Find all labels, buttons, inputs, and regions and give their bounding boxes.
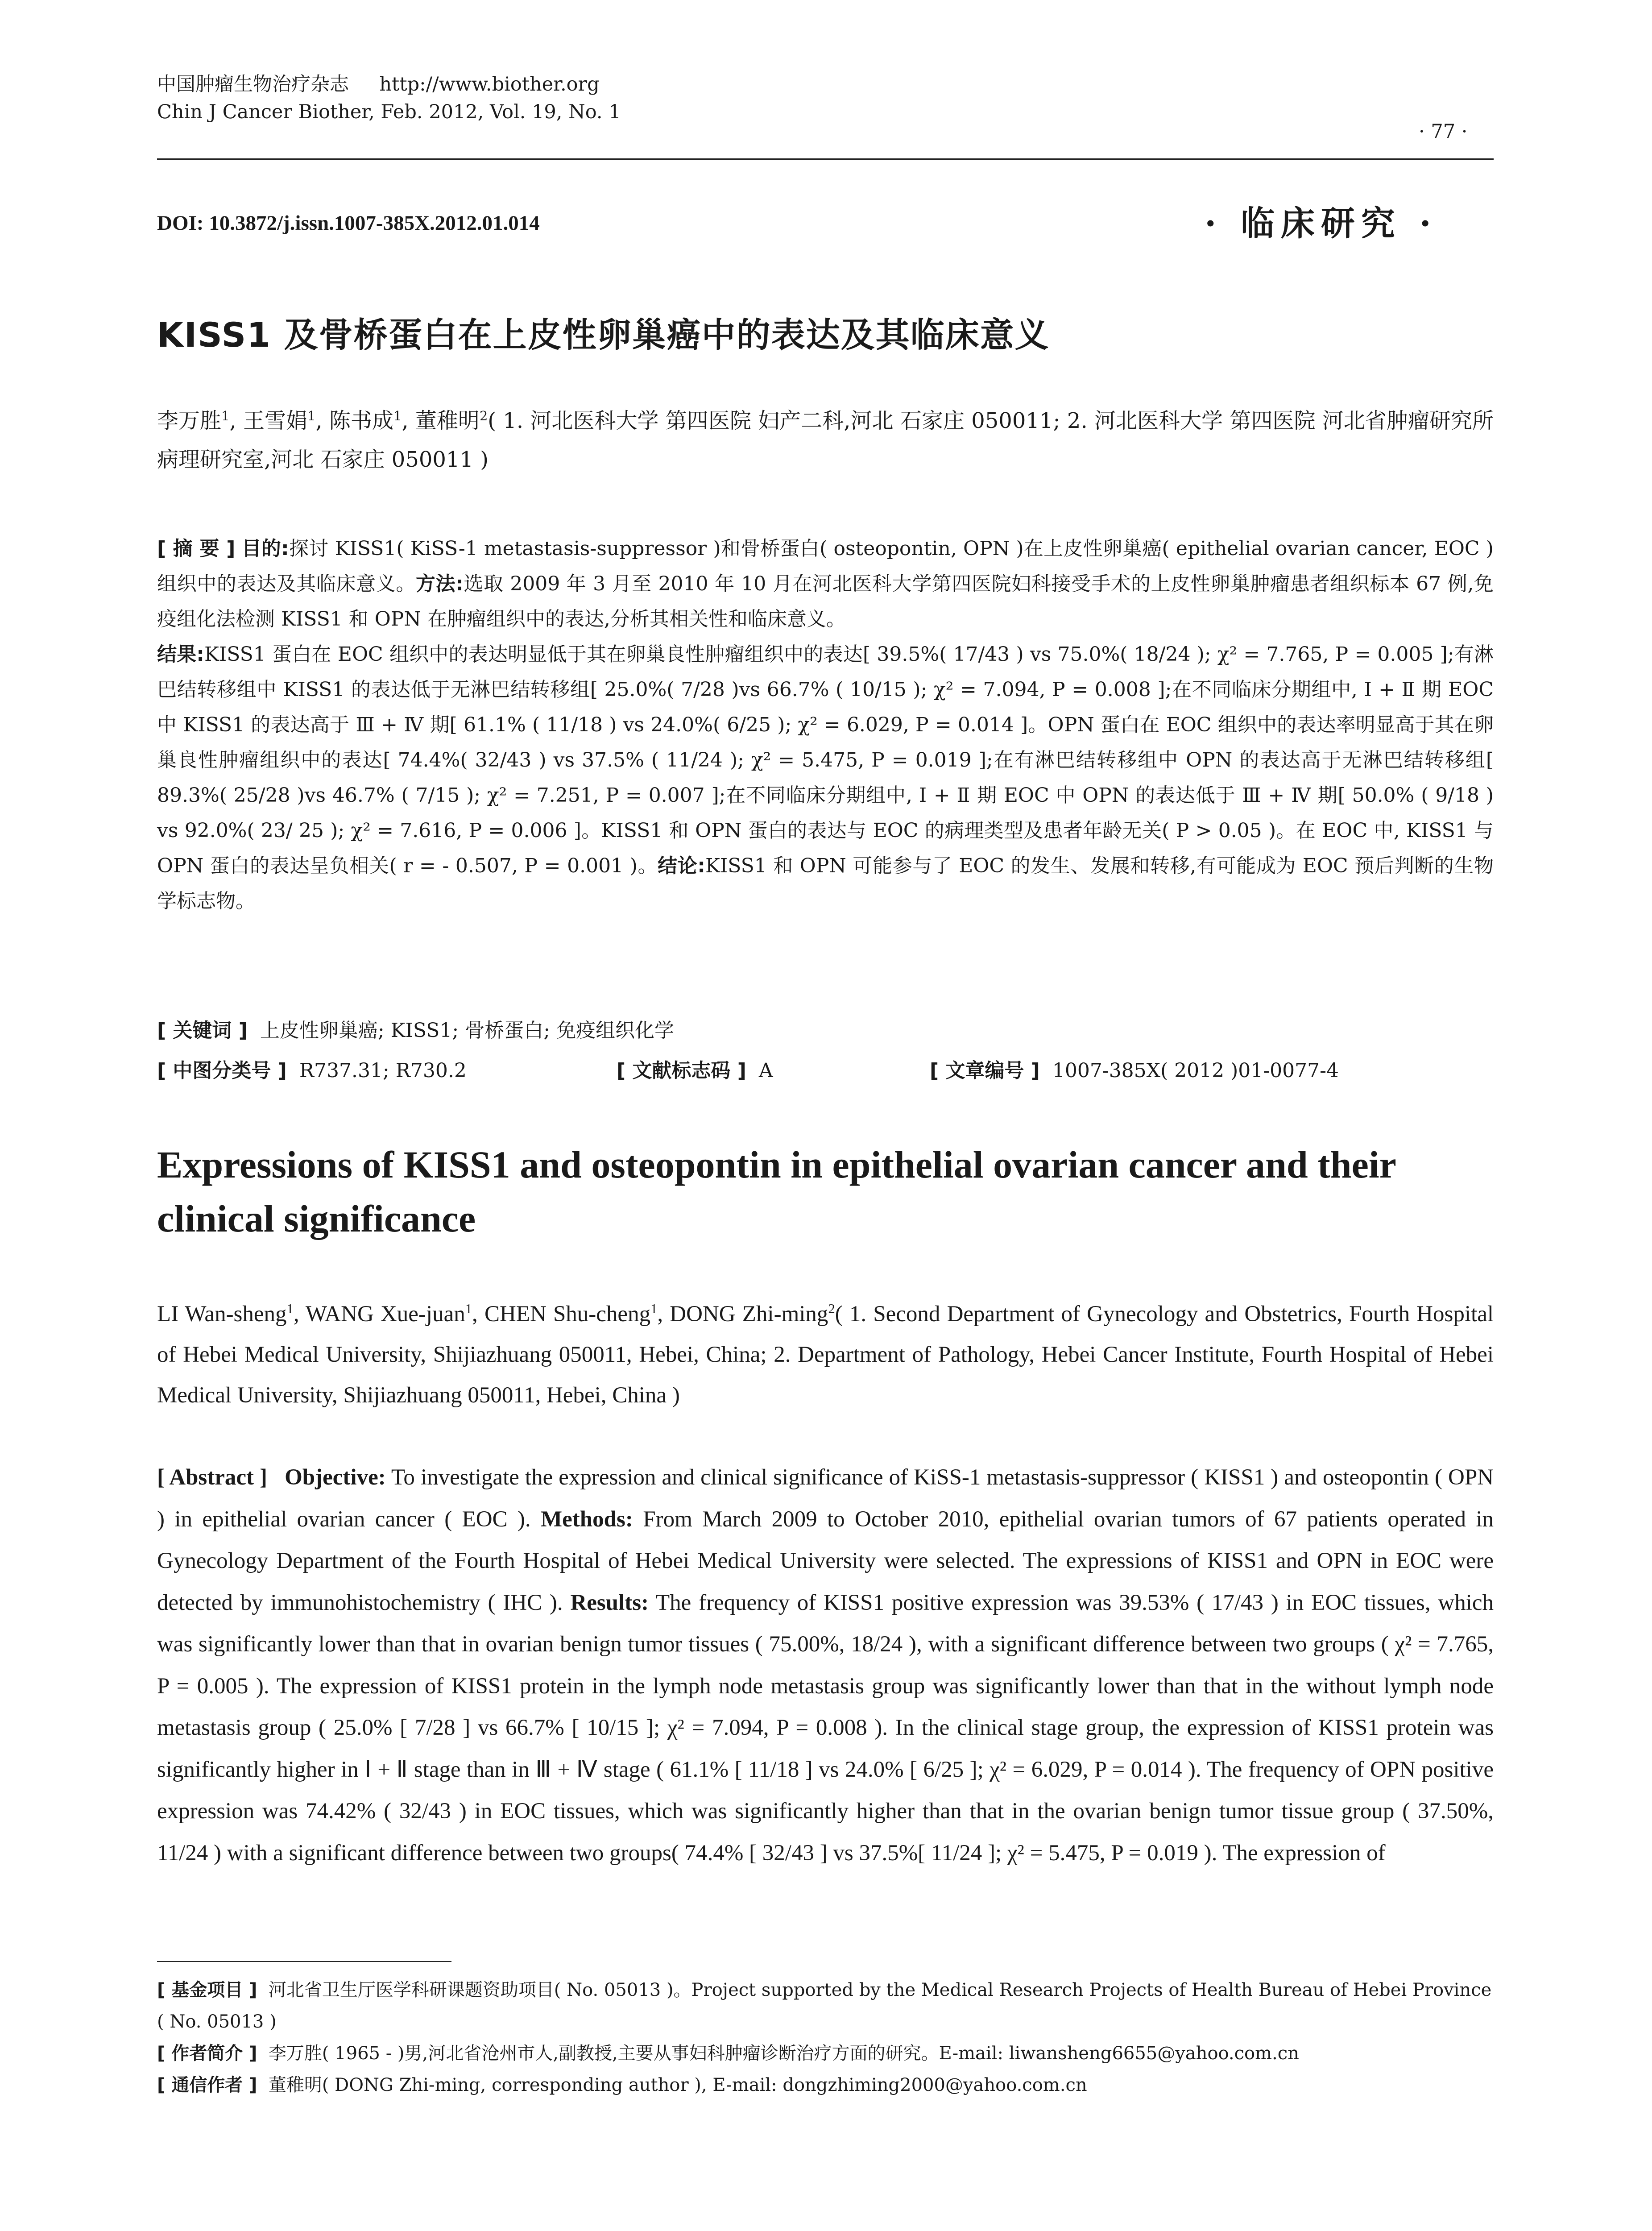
- abstract-en-label: [ Abstract ]: [157, 1465, 268, 1490]
- footnote-rule: [157, 1961, 451, 1962]
- author-en-3: CHEN Shu-cheng: [484, 1302, 651, 1327]
- authors-cn: 李万胜$^1$, 王雪娟$^1$, 陈书成$^1$, 董稚明$^2$( 1. 河北医科大学 第四医院 妇产二科,河北 石家庄 050011; 2. 河北医科大学 第四医院 河北省肿瘤研究所 病理研究室,河北 石家庄 050011 ): [157, 408, 1494, 472]
- article-no-label: [ 文章编号 ]: [930, 1059, 1040, 1082]
- author-cn-2: 王雪娟: [243, 408, 308, 433]
- author-en-1: LI Wan-sheng: [157, 1302, 287, 1327]
- article-no-value: 1007-385X( 2012 )01-0077-4: [1052, 1059, 1339, 1082]
- results-cn: KISS1 蛋白在 EOC 组织中的表达明显低于其在卵巢良性肿瘤组织中的表达[ 39.5%( 17/43 ) vs 75.0%( 18/24 ); χ² = 7.765, P = 0.005 ];有淋巴结转移组中 KISS1 的表达低于无淋巴结转移组[ 25.0%( 7/28 )vs 66.7% ( 10/15 ); χ² = 7.094, P = 0.008 ];在不同临床分期组中, Ⅰ + Ⅱ 期 EOC 中 KISS1 的表达高于 Ⅲ + Ⅳ 期[ 61.1% ( 11/18 ) vs 24.0%( 6/25 ); χ² = 6.029, P = 0.014 ]。OPN 蛋白在 EOC 组织中的表达率明显高于其在卵巢良性肿瘤组织中的表达[ 74.4%( 32/43 ) vs 37.5% ( 11/24 ); χ² = 5.475, P = 0.019 ];在有淋巴结转移组中 OPN 的表达高于无淋巴结转移组[ 89.3%( 25/28 )vs 46.7% ( 7/15 ); χ² = 7.251, P = 0.007 ];在不同临床分期组中, Ⅰ + Ⅱ 期 EOC 中 OPN 的表达低于 Ⅲ + Ⅳ 期[ 50.0% ( 9/18 ) vs 92.0%( 23/ 25 ); χ² = 7.616, P = 0.006 ]。KISS1 和 OPN 蛋白的表达与 EOC 的病理类型及患者年龄无关( P > 0.05 )。在 EOC 中, KISS1 与 OPN 蛋白的表达呈负相关( r = - 0.507, P = 0.001 )。: [157, 643, 1494, 877]
- doc-code-value: A: [758, 1059, 773, 1082]
- journal-name-cn: 中国肿瘤生物治疗杂志: [157, 73, 349, 95]
- methods-en: From March 2009 to October 2010, epithelial ovarian tumors of 67 patients operated in Gynecology Department of the Fourth Hospital of Hebei Medical University were selected. The expressions of KISS1 and OPN in EOC were detected by immunohistochemistry ( IHC ).: [157, 1506, 1494, 1615]
- page-number: · 77 ·: [1419, 120, 1468, 143]
- title-en: Expressions of KISS1 and osteopontin in epithelial ovarian cancer and their clinical significance: [157, 1143, 1396, 1240]
- author-en-4: DONG Zhi-ming: [670, 1302, 828, 1327]
- keywords-cn-label: [ 关键词 ]: [157, 1019, 248, 1042]
- conclusion-cn: KISS1 和 OPN 可能参与了 EOC 的发生、发展和转移,有可能成为 EOC 预后判断的生物学标志物。: [157, 854, 1494, 912]
- journal-url[interactable]: http://www.biother.org: [379, 73, 600, 95]
- corr-label: [ 通信作者 ]: [157, 2075, 257, 2095]
- running-header: [157, 70, 621, 126]
- conclusion-cn-label: 结论:: [658, 854, 706, 877]
- journal-name-en: Chin J Cancer Biother, Feb. 2012, Vol. 19, No. 1: [157, 101, 621, 123]
- keywords-cn: [157, 1017, 674, 1044]
- clc-value: R737.31; R730.2: [299, 1059, 467, 1082]
- objective-en: To investigate the expression and clinical significance of KiSS-1 metastasis-suppressor ( KISS1 ) and osteopontin ( OPN ) in epithelial ovarian cancer ( EOC ).: [157, 1465, 1494, 1532]
- footnote-fund: [157, 1974, 1494, 2038]
- abstract-cn: [157, 531, 1494, 919]
- clc-label: [ 中图分类号 ]: [157, 1059, 287, 1082]
- header-rule: [157, 158, 1494, 160]
- affiliations-cn: ( 1. 河北医科大学 第四医院 妇产二科,河北 石家庄 050011; 2. 河北医科大学 第四医院 河北省肿瘤研究所 病理研究室,河北 石家庄 050011 ): [157, 408, 1494, 472]
- results-cn-label: 结果:: [157, 643, 205, 666]
- methods-en-label: Methods:: [541, 1506, 633, 1532]
- objective-en-label: Objective:: [285, 1465, 386, 1490]
- keywords-cn-value: 上皮性卵巢癌; KISS1; 骨桥蛋白; 免疫组织化学: [260, 1019, 675, 1042]
- objective-cn: 探讨 KISS1( KiSS-1 metastasis-suppressor )和骨桥蛋白( osteopontin, OPN )在上皮性卵巢癌( epithelial ovarian cancer, EOC )组织中的表达及其临床意义。: [157, 537, 1494, 595]
- abstract-en: [157, 1457, 1494, 1874]
- affiliations-en: ( 1. Second Department of Gynecology and Obstetrics, Fourth Hospital of Hebei Medical University, Shijiazhuang 050011, Hebei, China; 2. Department of Pathology, Hebei Cancer Institute, Fourth Hospital of Hebei Medical University, Shijiazhuang 050011, Hebei, China ): [157, 1302, 1494, 1408]
- fund-text: 河北省卫生厅医学科研课题资助项目( No. 05013 )。Project supported by the Medical Research Projects of Health Bureau of Hebei Province ( No. 05013 ): [157, 1980, 1492, 2032]
- footnote-corresponding: [157, 2069, 1494, 2101]
- corr-text: 董稚明( DONG Zhi-ming, corresponding author ), E-mail: dongzhiming2000@yahoo.com.cn: [268, 2075, 1087, 2095]
- footnotes: [157, 1974, 1494, 2101]
- bio-label: [ 作者简介 ]: [157, 2043, 257, 2064]
- fund-label: [ 基金项目 ]: [157, 1980, 257, 2000]
- objective-cn-label: 目的:: [241, 537, 289, 560]
- author-cn-3: 陈书成: [329, 408, 393, 433]
- classification-row: [157, 1057, 1494, 1084]
- abstract-cn-label: [ 摘 要 ]: [157, 537, 236, 560]
- methods-cn: 选取 2009 年 3 月至 2010 年 10 月在河北医科大学第四医院妇科接受手术的上皮性卵巢肿瘤患者组织标本 67 例,免疫组化法检测 KISS1 和 OPN 在肿瘤组织中的表达,分析其相关性和临床意义。: [157, 572, 1494, 630]
- doc-code-group: [617, 1057, 773, 1084]
- section-label: · 临床研究 ·: [1205, 203, 1437, 243]
- author-cn-4: 董稚明: [415, 408, 480, 433]
- doc-code-label: [ 文献标志码 ]: [617, 1059, 746, 1082]
- author-cn-1: 李万胜: [157, 408, 222, 433]
- footnote-bio: [157, 2038, 1494, 2069]
- article-no-group: [930, 1057, 1339, 1084]
- author-en-2: WANG Xue-juan: [305, 1302, 465, 1327]
- journal-header-line1: [157, 70, 621, 98]
- results-en-label: Results:: [570, 1590, 649, 1615]
- title-cn: KISS1 及骨桥蛋白在上皮性卵巢癌中的表达及其临床意义: [157, 315, 1050, 355]
- bio-text: 李万胜( 1965 - )男,河北省沧州市人,副教授,主要从事妇科肿瘤诊断治疗方面的研究。E-mail: liwansheng6655@yahoo.com.cn: [268, 2043, 1299, 2064]
- methods-cn-label: 方法:: [416, 572, 464, 595]
- results-en: The frequency of KISS1 positive expression was 39.53% ( 17/43 ) in EOC tissues, which was significantly lower than that in ovarian benign tumor tissues ( 75.00%, 18/24 ), with a significant difference between two groups ( χ² = 7.765, P = 0.005 ). The expression of KISS1 protein in the lymph node metastasis group was significantly lower than that in the without lymph node metastasis group ( 25.0% [ 7/28 ] vs 66.7% [ 10/15 ]; χ² = 7.094, P = 0.008 ). In the clinical stage group, the expression of KISS1 protein was significantly higher in Ⅰ + Ⅱ stage than in Ⅲ + Ⅳ stage ( 61.1% [ 11/18 ] vs 24.0% [ 6/25 ]; χ² = 6.029, P = 0.014 ). The frequency of OPN positive expression was 74.42% ( 32/43 ) in EOC tissues, which was significantly higher than that in the ovarian benign tumor tissue group ( 37.50%, 11/24 ) with a significant difference between two groups( 74.4% [ 32/43 ] vs 37.5%[ 11/24 ]; χ² = 5.475, P = 0.019 ). The expression of: [157, 1590, 1494, 1866]
- doi: DOI: 10.3872/j.issn.1007-385X.2012.01.014: [157, 211, 540, 235]
- authors-en: LI Wan-sheng$^1$, WANG Xue-juan$^1$, CHEN Shu-cheng$^1$, DONG Zhi-ming$^2$( 1. Second Department of Gynecology and Obstetrics, Fourth Hospital of Hebei Medical University, Shijiazhuang 050011, Hebei, China; 2. Department of Pathology, Hebei Cancer Institute, Fourth Hospital of Hebei Medical University, Shijiazhuang 050011, Hebei, China ): [157, 1301, 1494, 1408]
